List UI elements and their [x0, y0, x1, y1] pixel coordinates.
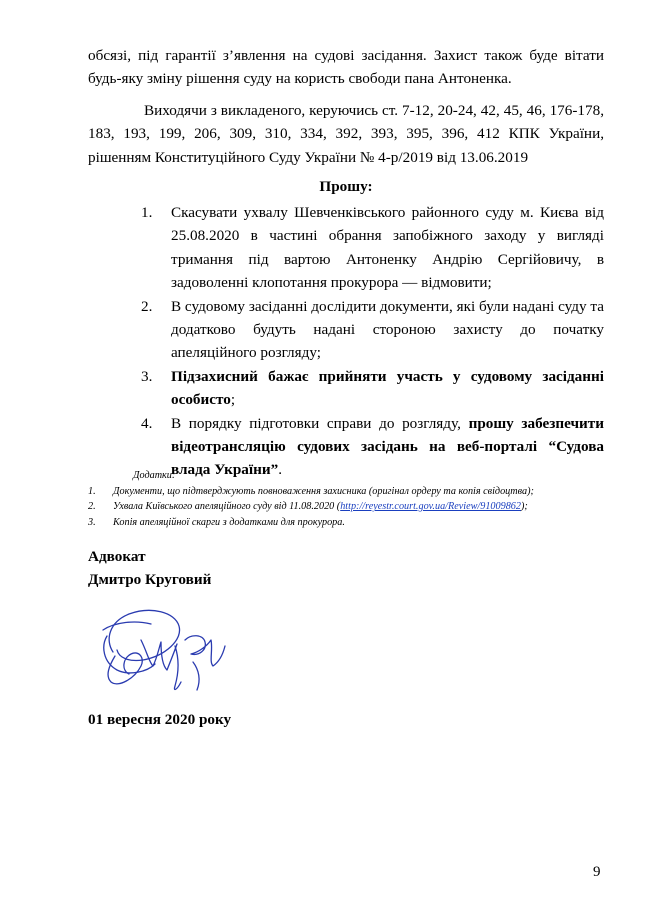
attachments-list — [88, 484, 608, 531]
basis-paragraph: Виходячи з викладеного, керуючись ст. 7-12, 20-24, 42, 45, 46, 176-178, 183, 193, 199, 206, 309, 310, 334, 392, 393, 395, 396, 412 КПК України, рішенням Конституційного Суду України № 4-р/2019 від 13.06.2019 — [88, 102, 604, 166]
request-item-text: Скасувати ухвалу Шевченківського районного суду м. Києва від 25.08.2020 в частині обрання запобіжного заходу у вигляді тримання під вартою Антоненку Андрію Сергійовичу, в задоволенні клопотання прокурора — відмовити; — [171, 204, 604, 292]
attachment-item — [88, 484, 608, 500]
signer-title: Адвокат — [88, 548, 146, 565]
request-item-tail: ; — [230, 391, 236, 409]
continuation-paragraph: обсязі, під гарантії з’явлення на судові засідання. Захист також буде вітати будь-яку зміну рішення суду на користь свободи пана Антоненка. — [88, 47, 604, 88]
attachments-title: Додатки: — [133, 470, 176, 481]
request-item — [141, 201, 604, 295]
attachment-item — [88, 515, 608, 531]
page-number: 9 — [593, 864, 601, 880]
signer-name: Дмитро Круговий — [88, 571, 212, 588]
request-list — [141, 201, 604, 482]
request-item — [141, 295, 604, 365]
handwritten-signature — [95, 600, 235, 698]
attachment-text: Документи, що підтверджують повноваження захисника (оригінал ордеру та копія свідоцтва); — [113, 485, 534, 497]
request-item-number: 1. — [141, 204, 153, 221]
attachment-number: 2. — [88, 501, 96, 513]
attachment-text: Копія апеляційної скарги з додатками для прокурора. — [113, 516, 345, 528]
signature-date: 01 вересня 2020 року — [88, 711, 232, 728]
request-item — [141, 365, 604, 412]
request-item-lead: В порядку підготовки справи до розгляду, — [171, 414, 469, 432]
attachment-number: 3. — [88, 516, 96, 528]
request-item-number: 3. — [141, 367, 153, 385]
request-item-text: В судовому засіданні дослідити документи, які були надані суду та додатково будуть надані стороною захисту до початку апеляційного розгляду; — [171, 297, 604, 362]
request-item-bold-text: Підзахисний бажає прийняти участь у судовому засіданні особисто — [171, 367, 604, 409]
request-item-bold-text: прошу забезпечити відеотрансляцію судових засідань на веб-порталі “Судова влада України” — [171, 414, 605, 479]
request-item-number: 4. — [141, 414, 153, 432]
request-item-number: 2. — [141, 297, 153, 315]
court-registry-link[interactable]: http://reyestr.court.gov.ua/Review/91009862 — [340, 501, 521, 513]
attachment-text-before: Ухвала Київського апеляційного суду від 11.08.2020 ( — [113, 501, 341, 513]
attachments-section — [88, 468, 608, 530]
request-item-tail: . — [278, 461, 282, 479]
attachment-item — [88, 499, 608, 515]
request-heading: Прошу: — [319, 178, 373, 195]
attachment-number: 1. — [88, 485, 96, 497]
attachment-text-after: ); — [521, 501, 528, 513]
